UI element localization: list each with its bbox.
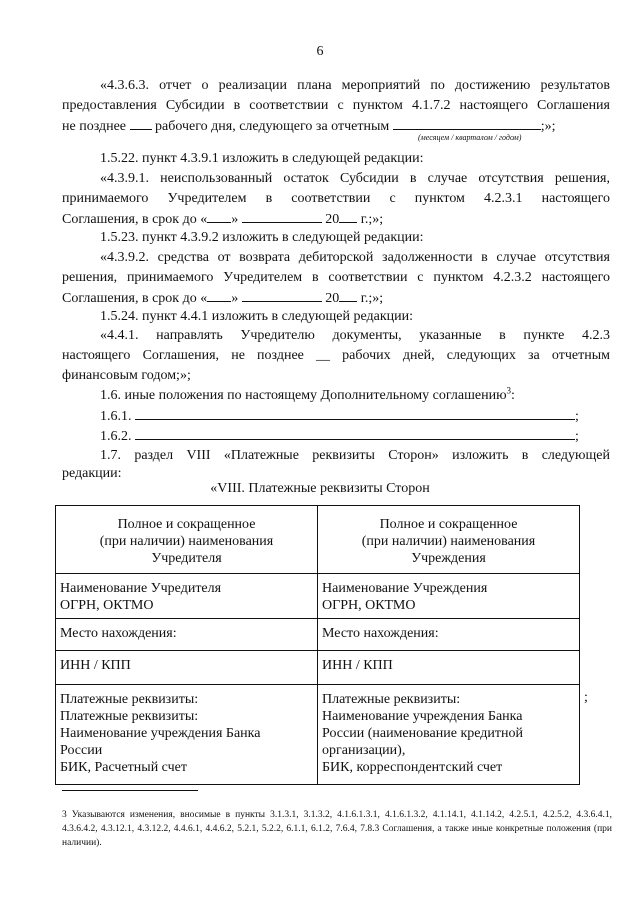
cell-line: БИК, Расчетный счет — [60, 760, 187, 775]
para-4391-line3 — [62, 209, 610, 230]
founder-inn-cell: ИНН / КПП — [56, 651, 318, 685]
institution-payment-cell — [318, 685, 580, 785]
field-hint: (месяцем / кварталом / годом) — [418, 133, 522, 142]
text: ;»; — [540, 119, 556, 134]
founder-name-cell — [56, 574, 318, 619]
blank-field — [393, 116, 541, 130]
text: 1.6.1. — [100, 409, 132, 424]
text: 1.6.2. — [100, 429, 132, 444]
para-4392-line3 — [62, 288, 610, 309]
para-4392-line1: «4.3.9.2. средства от возврата дебиторской задолженности в случае отсутствия — [100, 250, 610, 265]
text: 20 — [325, 212, 340, 227]
para-162 — [100, 426, 610, 447]
para-441-line1: «4.4.1. направлять Учредителю документы, указанные в пункте 4.2.3 — [100, 328, 610, 343]
blank-field — [207, 288, 231, 302]
para-4392-line2: решения, принимаемого Учредителем в соответствии с пунктом 4.2.3.2 настоящего — [62, 270, 610, 285]
para-161 — [100, 406, 610, 427]
para-17-line2: редакции: — [62, 466, 122, 481]
text: г.;»; — [360, 212, 384, 227]
cell-line: Платежные реквизиты: — [322, 692, 461, 707]
table-end-semicolon: ; — [584, 690, 588, 705]
para-4391-line2: принимаемого Учредителем в соответствии с пунктом 4.2.3.1 настоящего — [62, 191, 610, 206]
founder-location-cell: Место нахождения: — [56, 619, 318, 651]
cell-line: (при наличии) наименования — [361, 534, 536, 549]
institution-name-cell — [318, 574, 580, 619]
footnote-ref: 3 — [506, 385, 512, 396]
institution-location-cell: Место нахождения: — [318, 619, 580, 651]
para-1524-title: 1.5.24. пункт 4.4.1 изложить в следующей редакции: — [100, 309, 413, 324]
section-title: «VIII. Платежные реквизиты Сторон — [210, 481, 430, 496]
para-4363-line3 — [62, 116, 610, 137]
cell-line: Платежные реквизиты: — [60, 709, 199, 724]
text: г.;»; — [360, 291, 384, 306]
founder-payment-cell — [56, 685, 318, 785]
text: ; — [575, 429, 579, 444]
page-number: 6 — [316, 44, 324, 59]
cell-line: Наименование Учреждения — [322, 581, 488, 596]
blank-field — [130, 116, 152, 130]
blank-field — [242, 288, 322, 302]
table-row — [56, 506, 580, 574]
blank-field — [207, 209, 231, 223]
text: рабочего дня, следующего за отчетным — [155, 119, 390, 134]
footnote: 3 Указываются изменения, вносимые в пункты 3.1.3.1, 3.1.3.2, 4.1.6.1.3.1, 4.1.6.1.3.2, 4.1.14.1, 4.1.14.2, 4.2.5.1, 4.2.5.2, 4.3.6.4.1, 4.3.6.4.2, 4.3.12.1, 4.3.12.2, 4.4.6.1, 4.4.6.2, 5.2.1, 5.2.2, 6.1.1, 6.1.2, 7.6.4, 7.8.3 Соглашения, а также иные конкретные положения (при наличии). — [62, 810, 612, 848]
text: 1.6. иные положения по настоящему Дополнительному соглашению — [100, 388, 507, 403]
header-founder — [56, 506, 318, 574]
cell-line: Платежные реквизиты: — [60, 692, 199, 707]
blank-field — [135, 406, 575, 420]
institution-inn-cell: ИНН / КПП — [318, 651, 580, 685]
cell-line: БИК, корреспондентский счет — [322, 760, 503, 775]
text: не позднее — [62, 119, 127, 134]
blank-field — [135, 426, 575, 440]
para-1523-title: 1.5.23. пункт 4.3.9.2 изложить в следующей редакции: — [100, 230, 424, 245]
para-4363-line1: «4.3.6.3. отчет о реализации плана мероприятий по достижению результатов — [100, 78, 610, 93]
header-institution — [318, 506, 580, 574]
table-row — [56, 574, 580, 619]
text: Соглашения, в срок до « — [62, 212, 208, 227]
table-row — [56, 619, 580, 651]
blank-field — [339, 209, 357, 223]
cell-line: России (наименование кредитной — [322, 726, 524, 741]
text: » — [231, 291, 239, 306]
cell-line: Полное и сокращенное — [379, 517, 518, 532]
cell-line: Наименование учреждения Банка — [60, 726, 261, 741]
table-row — [56, 651, 580, 685]
cell-line: Наименование учреждения Банка — [322, 709, 523, 724]
para-17-line1: 1.7. раздел VIII «Платежные реквизиты Сторон» изложить в следующей — [100, 448, 610, 463]
para-4363-line2: предоставления Субсидии в соответствии с пунктом 4.1.7.2 настоящего Соглашения — [62, 98, 610, 113]
para-1522-title: 1.5.22. пункт 4.3.9.1 изложить в следующей редакции: — [100, 151, 424, 166]
text: 20 — [325, 291, 340, 306]
cell-line: (при наличии) наименования — [99, 534, 274, 549]
cell-line: Учредителя — [151, 551, 222, 566]
cell-line: организации), — [322, 743, 406, 758]
cell-line: России — [60, 743, 103, 758]
cell-line: Наименование Учредителя — [60, 581, 222, 596]
footnote-separator — [62, 790, 198, 791]
blank-field — [242, 209, 322, 223]
cell-line: ОГРН, ОКТМО — [60, 598, 154, 613]
text: Соглашения, в срок до « — [62, 291, 208, 306]
cell-line: ОГРН, ОКТМО — [322, 598, 416, 613]
para-4391-line1: «4.3.9.1. неиспользованный остаток Субсидии в случае отсутствия решения, — [100, 171, 610, 186]
text: » — [231, 212, 239, 227]
para-441-line3: финансовым годом;»; — [62, 368, 191, 383]
blank-field — [339, 288, 357, 302]
cell-line: Учреждения — [411, 551, 486, 566]
para-441-line2: настоящего Соглашения, не позднее __ рабочих дней, следующих за отчетным — [62, 348, 610, 363]
payment-details-table — [55, 505, 580, 785]
para-16-title — [100, 386, 610, 406]
cell-line: Полное и сокращенное — [117, 517, 256, 532]
table-row — [56, 685, 580, 785]
text: ; — [575, 409, 579, 424]
text: : — [511, 388, 515, 403]
